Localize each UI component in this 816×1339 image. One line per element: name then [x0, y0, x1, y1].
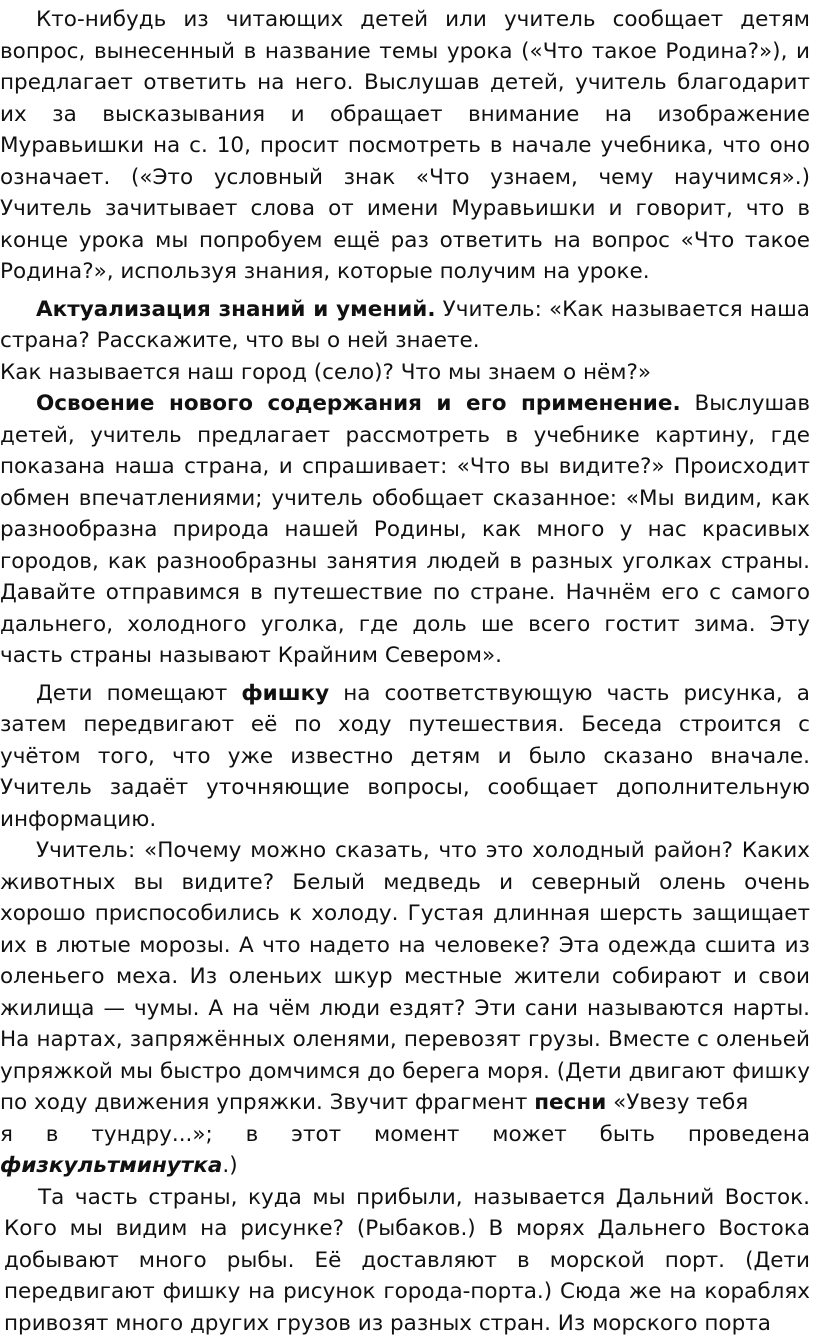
text-run: на соответствующую часть рисунка, а затем передвигают её по ходу путешествия. Беседа строится с учётом того, что уже известно детям и было сказано вначале. Учитель задаёт уточняющие вопросы, сообщает дополнительную информацию. — [0, 681, 810, 832]
bold-term-token: фишку — [241, 681, 329, 706]
bold-term-song: песни — [534, 1090, 606, 1115]
text-run: Как называется наш город (село)? Что мы знаем о нём?» — [0, 360, 651, 385]
text-run: Кто-нибудь из читающих детей или учитель сообщает детям вопрос, вынесенный в название темы урока («Что такое Родина?»), и предлагает ответить на него. Выслушав детей, учитель благодарит их за высказывания и обращает внимание на изображение Муравьишки на с. 10, просит посмотреть в начале учебника, что оно означает. («Это условный знак «Что узнаем, чему научимся».) Учитель зачитывает слова от имени Муравьишки и говорит, что в конце урока мы попробуем ещё раз ответить на вопрос «Что такое Родина?», используя знания, которые получим на уроке. — [0, 7, 810, 284]
paragraph-intro — [0, 4, 810, 288]
paragraph-actualization — [0, 294, 810, 357]
text-run: Учитель: «Почему можно сказать, что это холодный район? Каких животных вы видите? Белый медведь и северный олень очень хорошо приспособились к холоду. Густая длинная шерсть защищает их в лютые морозы. А что надето на человеке? Эта одежда сшита из оленьего меха. Из оленьих шкур местные жители собирают и свои жилища — чумы. А на чём люди ездят? Эти сани называются нарты. На нартах, запряжённых оленями, перевозят грузы. Вместе с оленьей упряжкой мы быстро домчимся до берега моря. (Дети двигают фишку по ходу движения упряжки. Звучит фрагмент — [0, 838, 810, 1115]
paragraph-far-east — [0, 1182, 810, 1339]
section-heading-new-content: Освоение нового содержания и его применение. — [36, 391, 681, 416]
paragraph-token — [0, 678, 810, 836]
paragraph-new-content — [0, 388, 810, 672]
text-run: Та часть страны, куда мы прибыли, называется Дальний Восток. Кого мы видим на рисунке? (Рыбаков.) В морях Дальнего Востока добывают много рыбы. Её доставляют в морской порт. (Дети передвигают фишку на рисунок города-порта.) Сюда же на кораблях привозят много других грузов из разных стран. Из морского порта — [4, 1185, 810, 1336]
paragraph-city-question — [0, 357, 810, 389]
paragraph-teacher-north — [0, 835, 810, 1119]
text-run: я в тундру...»; в этот момент может быть проведена — [0, 1122, 810, 1147]
section-heading-actualization: Актуализация знаний и умений. — [36, 297, 436, 322]
text-run: Учитель: «Как называется наша страна? Расскажите, что вы о ней знаете. — [0, 297, 810, 354]
paragraph-tundra — [0, 1119, 810, 1182]
text-run: Дети помещают — [36, 681, 241, 706]
bold-italic-term-exercise: физкультминутка — [0, 1153, 222, 1178]
text-run: Выслушав детей, учитель предлагает рассмотреть в учебнике картину, где показана наша страна, и спрашивает: «Что вы видите?» Происходит обмен впечатлениями; учитель обобщает сказанное: «Мы видим, как разнообразна природа нашей Родины, как много у нас красивых городов, как разнообразны занятия людей в разных уголках страны. Давайте отправимся в путешествие по стране. Начнём его с самого дальнего, холодного уголка, где доль ше всего гостит зима. Эту часть страны называют Крайним Севером». — [0, 391, 810, 668]
text-run: «Увезу тебя — [606, 1090, 748, 1115]
text-run: .) — [222, 1153, 237, 1178]
